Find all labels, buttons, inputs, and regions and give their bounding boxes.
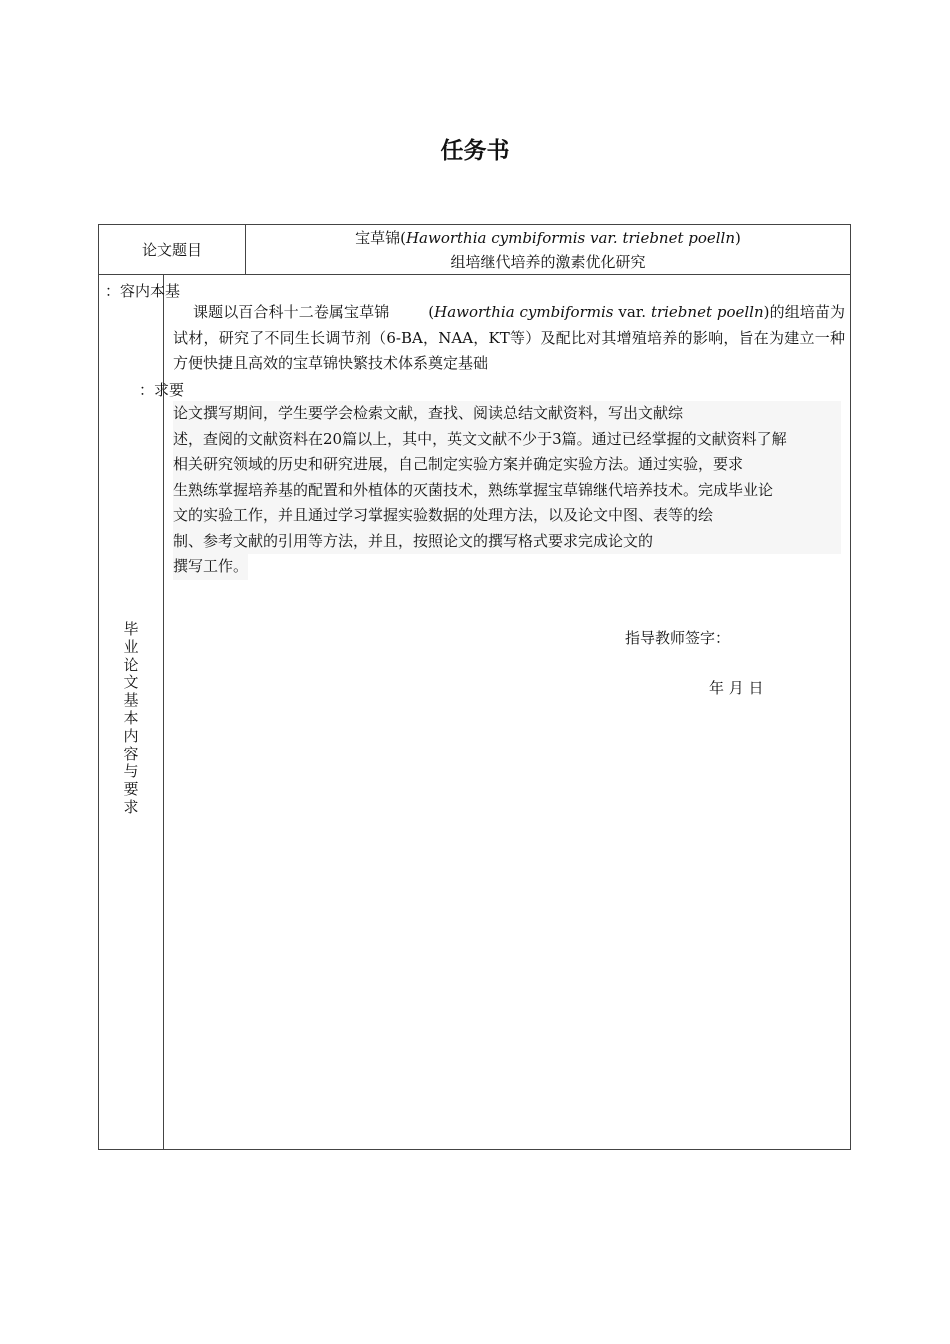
side-label-char: 业 — [123, 637, 139, 656]
topic-line-2: 组培继代培养的激素优化研究 — [450, 252, 646, 271]
content-latin-name: Haworthia cymbiformis — [434, 303, 614, 321]
side-label — [99, 621, 163, 817]
requirements-line: 撰写工作。 — [173, 554, 248, 580]
requirements-block — [173, 401, 841, 580]
content-text: 的组培苗为试材，研究了不同生长调节剂（6-BA，NAA，KT等）及配比对其增殖培养的影响，旨在为建立一种方便快捷且高效的宝草锦快繁技术体系奠定基础 — [173, 303, 845, 372]
topic-prefix: 宝草锦( — [355, 228, 406, 247]
side-label-char: 基 — [123, 691, 139, 710]
requirements-line: 述，查阅的文献资料在20篇以上，其中，英文文献不少于3篇。通过已经掌握的文献资料了解 — [173, 427, 841, 453]
side-label-char: 论 — [123, 655, 139, 674]
task-table — [98, 224, 851, 1150]
advisor-signature-label: 指导教师签字： — [625, 629, 731, 647]
topic-suffix: ) — [735, 228, 741, 247]
topic-latin-name: Haworthia cymbiformis var. triebnet poelln — [405, 228, 736, 247]
date-label: 年 月 日 — [709, 679, 764, 697]
requirements-line: 制、参考文献的引用等方法，并且，按照论文的撰写格式要求完成论文的 — [173, 529, 841, 555]
side-label-char: 文 — [123, 673, 139, 692]
requirements-line: 文的实验工作，并且通过学习掌握实验数据的处理方法，以及论文中图、表等的绘 — [173, 503, 841, 529]
content-latin-name: triebnet poelln — [650, 303, 764, 321]
side-label-char: 与 — [123, 762, 139, 781]
table-row-divider — [99, 274, 850, 275]
topic-label: 论文题目 — [141, 241, 202, 259]
content-paragraph: 课题以百合科十二卷属宝草锦 (Haworthia cymbiformis var. triebnet poelln)的组培苗为试材，研究了不同生长调节剂（6-BA，NAA，KT等）及配比对其增殖培养的影响，旨在为建立一种方便快捷且高效的宝草锦快繁技术体系奠定基础 — [173, 303, 845, 372]
requirements-line: 论文撰写期间，学生要学会检索文献，查找、阅读总结文献资料，写出文献综 — [173, 401, 841, 427]
requirements-line: 生熟练掌握培养基的配置和外植体的灭菌技术，熟练掌握宝草锦继代培养技术。完成毕业论 — [173, 478, 841, 504]
side-label-char: 容 — [123, 744, 139, 763]
requirements-heading: ：求要 — [139, 381, 185, 399]
side-label-char: 毕 — [123, 620, 139, 638]
content-text: var. — [613, 303, 651, 321]
table-side-divider — [163, 274, 164, 1149]
side-label-char: 内 — [123, 726, 139, 745]
content-heading: ：容内本基 — [105, 282, 181, 300]
side-label-char: 求 — [123, 797, 139, 816]
topic-line-1 — [355, 226, 741, 250]
side-label-char: 要 — [123, 780, 139, 799]
content-text: 课题以百合科十二卷属宝草锦 — [193, 303, 390, 321]
topic-cell — [246, 225, 850, 274]
requirements-line: 相关研究领域的历史和研究进展，自己制定实验方案并确定实验方法。通过实验，要求 — [173, 452, 841, 478]
side-label-char: 本 — [123, 708, 139, 727]
document-title: 任务书 — [440, 138, 510, 164]
